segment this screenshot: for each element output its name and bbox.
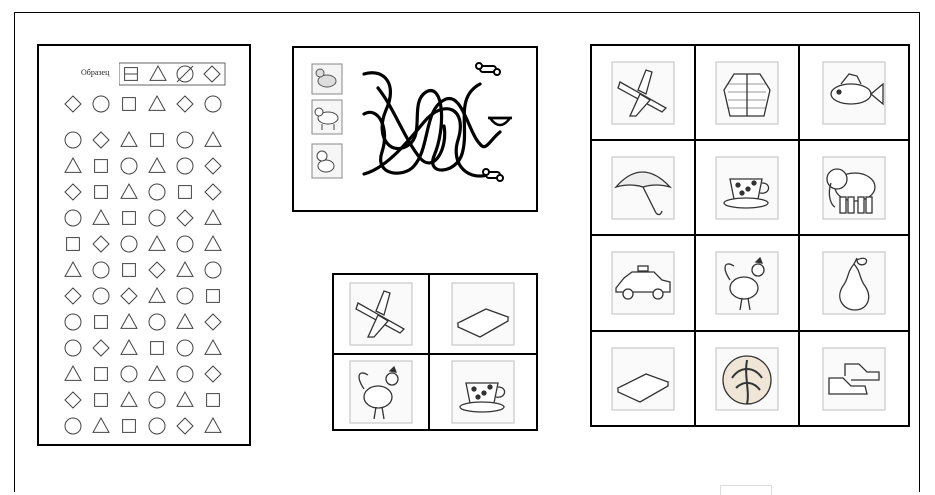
pear-icon — [821, 250, 887, 316]
fish-icon — [821, 60, 887, 126]
small-grid-cell-airplane — [333, 274, 429, 354]
large-grid-cell-book — [591, 331, 695, 426]
cat-picture — [312, 64, 342, 94]
rooster-icon — [348, 359, 414, 425]
diamond-icon — [205, 366, 221, 382]
large-grid-cell-taxi — [591, 235, 695, 331]
circle-icon — [177, 132, 193, 148]
triangle-icon — [121, 340, 137, 354]
slashed-circle-icon — [177, 66, 193, 82]
circle-icon — [121, 236, 137, 252]
diamond-icon — [149, 262, 165, 278]
triangle-icon — [121, 314, 137, 328]
triangle-icon — [149, 288, 165, 302]
dog-picture — [312, 100, 342, 134]
small-grid-cell-book — [429, 274, 537, 354]
square-icon — [123, 212, 136, 225]
large-grid-cell-jacket — [695, 45, 799, 140]
diamond-icon — [177, 210, 193, 226]
circle-icon — [149, 418, 165, 434]
circle-icon — [93, 262, 109, 278]
large-grid-cell-umbrella — [591, 140, 695, 235]
maze-drawing — [294, 48, 536, 210]
cabbage-icon — [714, 346, 780, 412]
circle-icon — [149, 392, 165, 408]
triangle-icon — [149, 158, 165, 172]
small-grid-cell-rooster — [333, 354, 429, 430]
taxi-icon — [610, 250, 676, 316]
jacket-icon — [714, 60, 780, 126]
square-icon — [207, 394, 220, 407]
triangle-icon — [177, 262, 193, 276]
circle-icon — [65, 132, 81, 148]
sample-shapes — [119, 62, 229, 88]
triangle-icon — [149, 96, 165, 110]
large-grid-cell-pear — [799, 235, 909, 331]
diamond-icon — [121, 288, 137, 304]
airplane-icon — [610, 60, 676, 126]
diamond-icon — [93, 236, 109, 252]
diamond-icon — [177, 96, 193, 112]
square-icon — [179, 186, 192, 199]
maze-lines — [364, 73, 500, 176]
triangle-icon — [205, 210, 221, 224]
diamond-icon — [65, 184, 81, 200]
square-icon — [123, 264, 136, 277]
puppy-picture — [312, 144, 342, 178]
triangle-icon — [149, 366, 165, 380]
circle-icon — [65, 210, 81, 226]
elephant-icon — [821, 155, 887, 221]
triangle-icon — [177, 314, 193, 328]
square-icon — [95, 186, 108, 199]
bowl-target — [488, 118, 512, 125]
circle-icon — [177, 236, 193, 252]
diamond-icon — [204, 66, 220, 82]
maze-task — [292, 46, 538, 212]
teacup-icon — [714, 155, 780, 221]
circle-icon — [93, 96, 109, 112]
large-grid-cell-elephant — [799, 140, 909, 235]
triangle-icon — [93, 418, 109, 432]
triangle-icon — [205, 418, 221, 432]
circle-icon — [65, 314, 81, 330]
triangle-icon — [150, 66, 166, 80]
circle-icon — [93, 288, 109, 304]
circle-icon — [65, 340, 81, 356]
triangle-icon — [65, 158, 81, 172]
circle-icon — [177, 340, 193, 356]
circle-icon — [121, 158, 137, 174]
triangle-icon — [149, 236, 165, 250]
rooster-icon — [714, 250, 780, 316]
square-icon — [123, 98, 136, 111]
umbrella-icon — [610, 155, 676, 221]
book-icon — [610, 346, 676, 412]
triangle-icon — [121, 392, 137, 406]
triangle-icon — [65, 262, 81, 276]
square-icon — [151, 342, 164, 355]
diamond-icon — [65, 96, 81, 112]
large-grid-cell-fish — [799, 45, 909, 140]
triangle-icon — [93, 210, 109, 224]
large-grid-cell-rooster — [695, 235, 799, 331]
shape-grid — [61, 94, 231, 444]
triangle-icon — [65, 366, 81, 380]
square-icon — [123, 420, 136, 433]
square-icon — [207, 290, 220, 303]
diamond-icon — [65, 288, 81, 304]
diamond-icon — [93, 340, 109, 356]
airplane-icon — [348, 281, 414, 347]
circle-icon — [177, 158, 193, 174]
book-icon — [450, 281, 516, 347]
diamond-icon — [205, 314, 221, 330]
circle-icon — [177, 288, 193, 304]
circle-icon — [177, 366, 193, 382]
diamond-icon — [177, 418, 193, 434]
square-icon — [95, 394, 108, 407]
bar-square-icon — [125, 68, 138, 81]
square-icon — [95, 368, 108, 381]
large-grid-cell-teacup — [695, 140, 799, 235]
circle-icon — [149, 210, 165, 226]
triangle-icon — [121, 184, 137, 198]
triangle-icon — [205, 132, 221, 146]
bone-target-top — [476, 63, 500, 75]
large-grid-cell-cabbage — [695, 331, 799, 426]
page-tab-mark — [720, 485, 772, 495]
diamond-icon — [205, 158, 221, 174]
shoes-icon — [821, 346, 887, 412]
triangle-icon — [177, 392, 193, 406]
triangle-icon — [121, 132, 137, 146]
circle-icon — [149, 184, 165, 200]
diamond-icon — [205, 184, 221, 200]
sample-label: Образец — [81, 68, 110, 77]
small-picture-grid — [332, 273, 538, 431]
triangle-icon — [205, 340, 221, 354]
circle-icon — [149, 314, 165, 330]
large-picture-grid — [590, 44, 910, 427]
large-grid-cell-airplane — [591, 45, 695, 140]
square-icon — [151, 134, 164, 147]
circle-icon — [205, 262, 221, 278]
circle-icon — [121, 366, 137, 382]
triangle-icon — [205, 236, 221, 250]
circle-icon — [205, 96, 221, 112]
teacup-icon — [450, 359, 516, 425]
diamond-icon — [65, 392, 81, 408]
small-grid-cell-teacup — [429, 354, 537, 430]
circle-icon — [65, 418, 81, 434]
bone-target-bottom — [483, 169, 503, 181]
shape-correction-test — [37, 44, 251, 446]
large-grid-cell-shoes — [799, 331, 909, 426]
diamond-icon — [93, 132, 109, 148]
square-icon — [95, 316, 108, 329]
square-icon — [67, 238, 80, 251]
square-icon — [95, 160, 108, 173]
